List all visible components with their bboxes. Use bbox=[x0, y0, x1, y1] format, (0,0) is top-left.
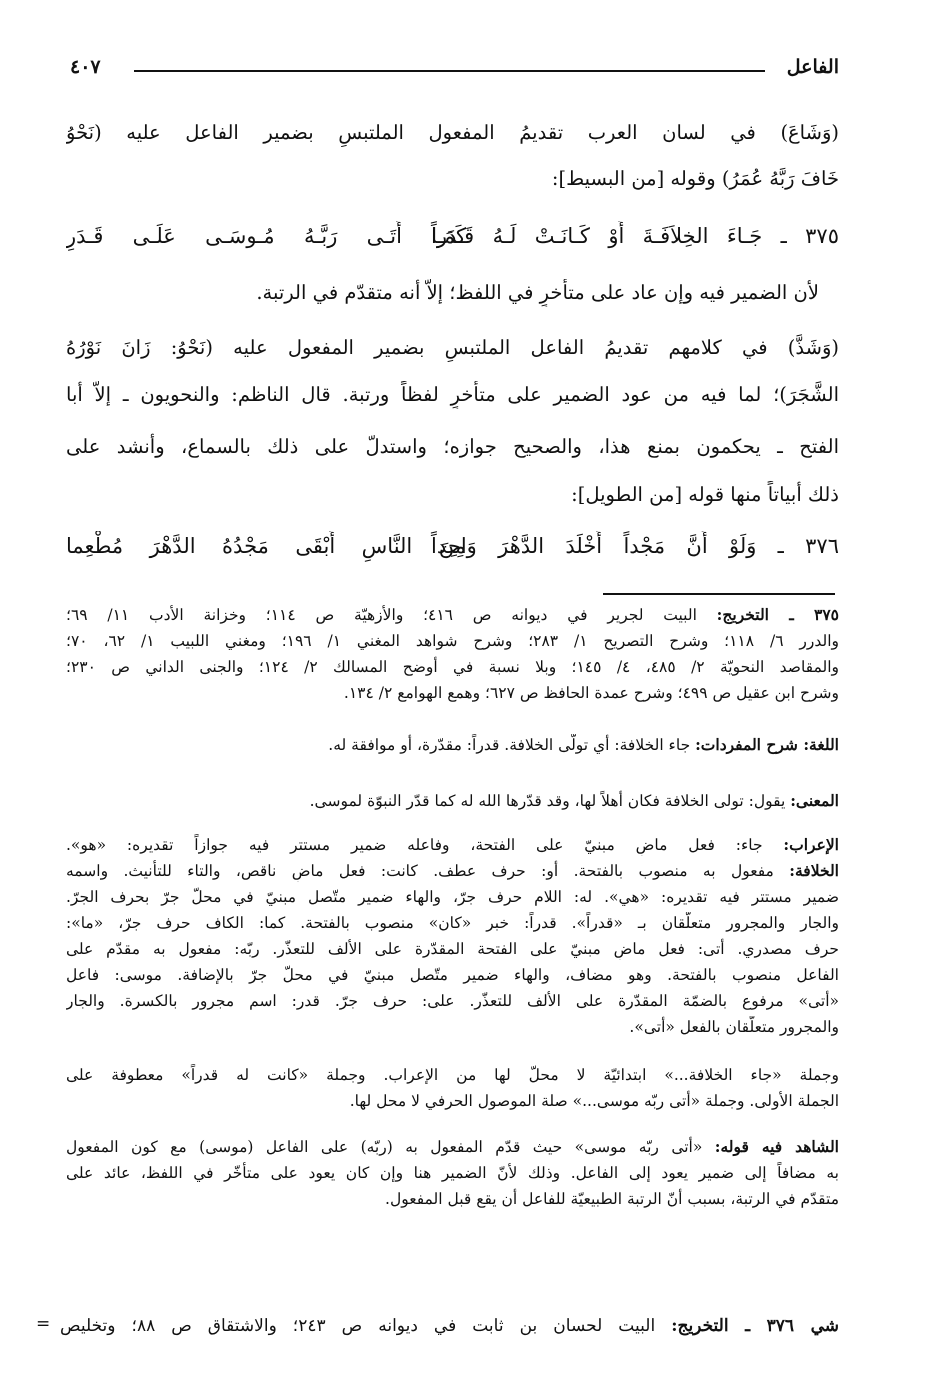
footnote-text: مفعول به منصوب بالفتحة. أو: حرف عطف. كانت: فعل ماضٍ ناقص، والتاء للتأنيث. واسمه bbox=[66, 862, 790, 880]
footnote-text: ضمير مستتر فيه تقديره: «هي». له: اللام حرف جرّ، والهاء ضمير متّصل مبنيّ في محلّ جرّ بحرف الجرّ. bbox=[66, 888, 839, 906]
main-text-line: (وَشَذَّ) في كلامهم تقديمُ الفاعل الملتبسِ بضمير المفعول عليه (نَحْوُ: زَانَ نَوْرُهُ bbox=[66, 336, 839, 359]
footnote-irab-line bbox=[66, 912, 839, 934]
footnote-text: متقدّم في الرتبة، بسبب أنّ الرتبة الطبيعيّة للفاعل أن يقع قبل المفعول. bbox=[385, 1190, 839, 1208]
verse-second-hemistich: كَمَـا أَتَـى رَبَّـهُ مُـوسَـى عَلَـى قَـدَرِ bbox=[66, 224, 466, 248]
footnote-text: «أتى» مرفوع بالضمّة المقدّرة على الألف للتعذّر. على: حرف جرّ. قدر: اسم مجرور بالكسرة. والجار bbox=[66, 992, 839, 1010]
page-header bbox=[70, 54, 839, 88]
footnote-jumla-line: وجملة «جاء الخلافة...» ابتدائيّة لا محلّ لها من الإعراب. وجملة «كانت له قدراً» معطوفة على bbox=[66, 1066, 839, 1084]
footnote-text: والدرر ٦/ ١١٨؛ وشرح التصريح ١/ ٢٨٣؛ وشرح شواهد المغني ١/ ١٩٦؛ ومغني اللبيب ١/ ٦٢، ٧٠؛ bbox=[66, 632, 839, 650]
footnote-irab-line bbox=[66, 886, 839, 908]
footnote-text: البيت لجرير في ديوانه ص ٤١٦؛ والأزهيّة ص ١١٤؛ وخزانة الأدب ١١/ ٦٩؛ bbox=[66, 606, 717, 624]
footnote-text: والمجرور متعلّقان بالفعل «أتى». bbox=[629, 1018, 839, 1036]
footnote-text: «أتى ربّه موسى» حيث قدّم المفعول به (ربّه) على الفاعل (موسى) مع كون المفعول bbox=[66, 1138, 715, 1156]
footnote-separator bbox=[603, 593, 835, 595]
main-text-line: خَافَ رَبَّهُ عُمَرُ) وقوله [من البسيط]: bbox=[551, 167, 839, 190]
footnote-text: الفاعل منصوب بالفتحة. وهو مضاف، والهاء ضمير متّصل مبنيّ في محلّ جرّ بالإضافة. موسى: فاعل bbox=[66, 966, 839, 984]
footnote-text: حرف مصدري. أتى: فعل ماضٍ مبنيّ على الفتحة المقدّرة على الألف للتعذّر. ربّه: مفعول به مقدّم على bbox=[66, 940, 839, 958]
footnote-text: يقول: تولى الخلافة فكان أهلاً لها، وقد قدّرها الله له كما قدّر النبوّة لموسى. bbox=[309, 792, 791, 810]
footnote-text: وشرح ابن عقيل ص ٤٩٩؛ وشرح عمدة الحافظ ص ٦٢٧؛ وهمع الهوامع ٢/ ١٣٤. bbox=[343, 684, 839, 702]
footnote-takhrij-line bbox=[66, 630, 839, 652]
footnote-shahid-line bbox=[66, 1162, 839, 1184]
footnote-label: الإعراب: bbox=[783, 835, 839, 854]
footnote-irab-line bbox=[66, 860, 839, 882]
verse-375 bbox=[66, 221, 839, 253]
footnote-irab-line bbox=[66, 1016, 839, 1038]
main-text-line: (وَشَاعَ) في لسان العرب تقديمُ المفعول الملتبسِ بضمير الفاعل عليه (نَحْوُ bbox=[66, 121, 839, 144]
main-text-line: الفتح ـ يحكمون بمنع هذا، والصحيح جوازه؛ واستدلّ على ذلك بالسماع، وأنشد على bbox=[66, 435, 839, 458]
footnote-takhrij-376 bbox=[60, 1314, 839, 1338]
main-text-line: ذلك أبياتاً منها قوله [من الطويل]: bbox=[571, 483, 839, 506]
footnote-label: اللغة: شرح المفردات: bbox=[695, 735, 839, 754]
footnote-label: الخلافة: bbox=[789, 861, 839, 880]
footnote-takhrij-line bbox=[66, 656, 839, 678]
footnote-irab-line bbox=[66, 964, 839, 986]
verse-first-hemistich: ٣٧٦ ـ وَلَوْ أَنَّ مَجْداً أَخْلَدَ الدَّهْرَ وَاحِداً bbox=[431, 534, 839, 558]
footnote-label: شي ٣٧٦ ـ التخريج: bbox=[671, 1316, 839, 1336]
page-number: ٤٠٧ bbox=[70, 56, 101, 78]
footnote-label: ٣٧٥ ـ التخريج: bbox=[716, 605, 839, 624]
footnote-text: جاء: فعل ماضٍ مبنيّ على الفتحة، وفاعله ضمير مستتر فيه جوازاً تقديره: «هو». bbox=[66, 836, 784, 854]
main-text-line: لأن الضمير فيه وإن عاد على متأخرٍ في اللفظ؛ إلاّ أنه متقدّم في الرتبة. bbox=[256, 281, 819, 304]
footnote-shahid-line bbox=[66, 1188, 839, 1210]
verse-second-hemistich: مِنَ النَّاسِ أَبْقَى مَجْدُهُ الدَّهْرَ مُطْعِما bbox=[66, 534, 466, 558]
footnote-text: جاء الخلافة: أي تولّى الخلافة. قدراً: مقدّرة، أو موافقة له. bbox=[328, 736, 696, 754]
footnote-maana bbox=[66, 790, 839, 812]
footnote-irab-line bbox=[66, 834, 839, 856]
footnote-jumla-line: الجملة الأولى. وجملة «أتى ربّه موسى...» صلة الموصول الحرفي لا محل لها. bbox=[349, 1092, 839, 1110]
verse-376 bbox=[66, 531, 839, 563]
verse-first-hemistich: ٣٧٥ ـ جَـاءَ الخِلاَفَـةَ أَوْ كَـانَـتْ لَـهُ قَـدَراً bbox=[431, 224, 839, 248]
footnote-takhrij-line bbox=[66, 682, 839, 704]
main-text-line: الشَّجَرَ)؛ لما فيه من عود الضمير على متأخرٍ لفظاً ورتبة. قال الناظم: والنحويون ـ إلاّ أبا bbox=[66, 383, 839, 406]
chapter-title: الفاعل bbox=[786, 56, 839, 78]
footnote-label: الشاهد فيه قوله: bbox=[714, 1137, 839, 1156]
footnote-text: البيت لحسان بن ثابت في ديوانه ص ٢٤٣؛ والاشتقاق ص ٨٨؛ وتخليص bbox=[60, 1316, 672, 1336]
footnote-irab-line bbox=[66, 990, 839, 1012]
footnote-lugha bbox=[66, 734, 839, 756]
footnote-text: والمقاصد النحويّة ٢/ ٤٨٥، ٤/ ١٤٥؛ وبلا نسبة في أوضح المسالك ٢/ ١٢٤؛ والجنى الداني ص ٢٣٠؛ bbox=[66, 658, 839, 676]
footnote-irab-line bbox=[66, 938, 839, 960]
footnote-shahid-line bbox=[66, 1136, 839, 1158]
footnote-takhrij-line bbox=[66, 604, 839, 626]
header-rule bbox=[134, 70, 765, 72]
footnote-text: به مضافاً إلى ضمير يعود إلى الفاعل. وذلك لأنّ الضمير هنا وإن كان يعود على متأخّر في اللفظ، عائد على bbox=[66, 1164, 839, 1182]
footnote-label: المعنى: bbox=[790, 791, 839, 810]
continuation-mark: = bbox=[36, 1314, 51, 1334]
footnote-text: والجار والمجرور متعلّقان بـ «قدراً». قدراً: خبر «كان» منصوب بالفتحة. كما: الكاف حرف جرّ، «ما»: bbox=[66, 914, 839, 932]
